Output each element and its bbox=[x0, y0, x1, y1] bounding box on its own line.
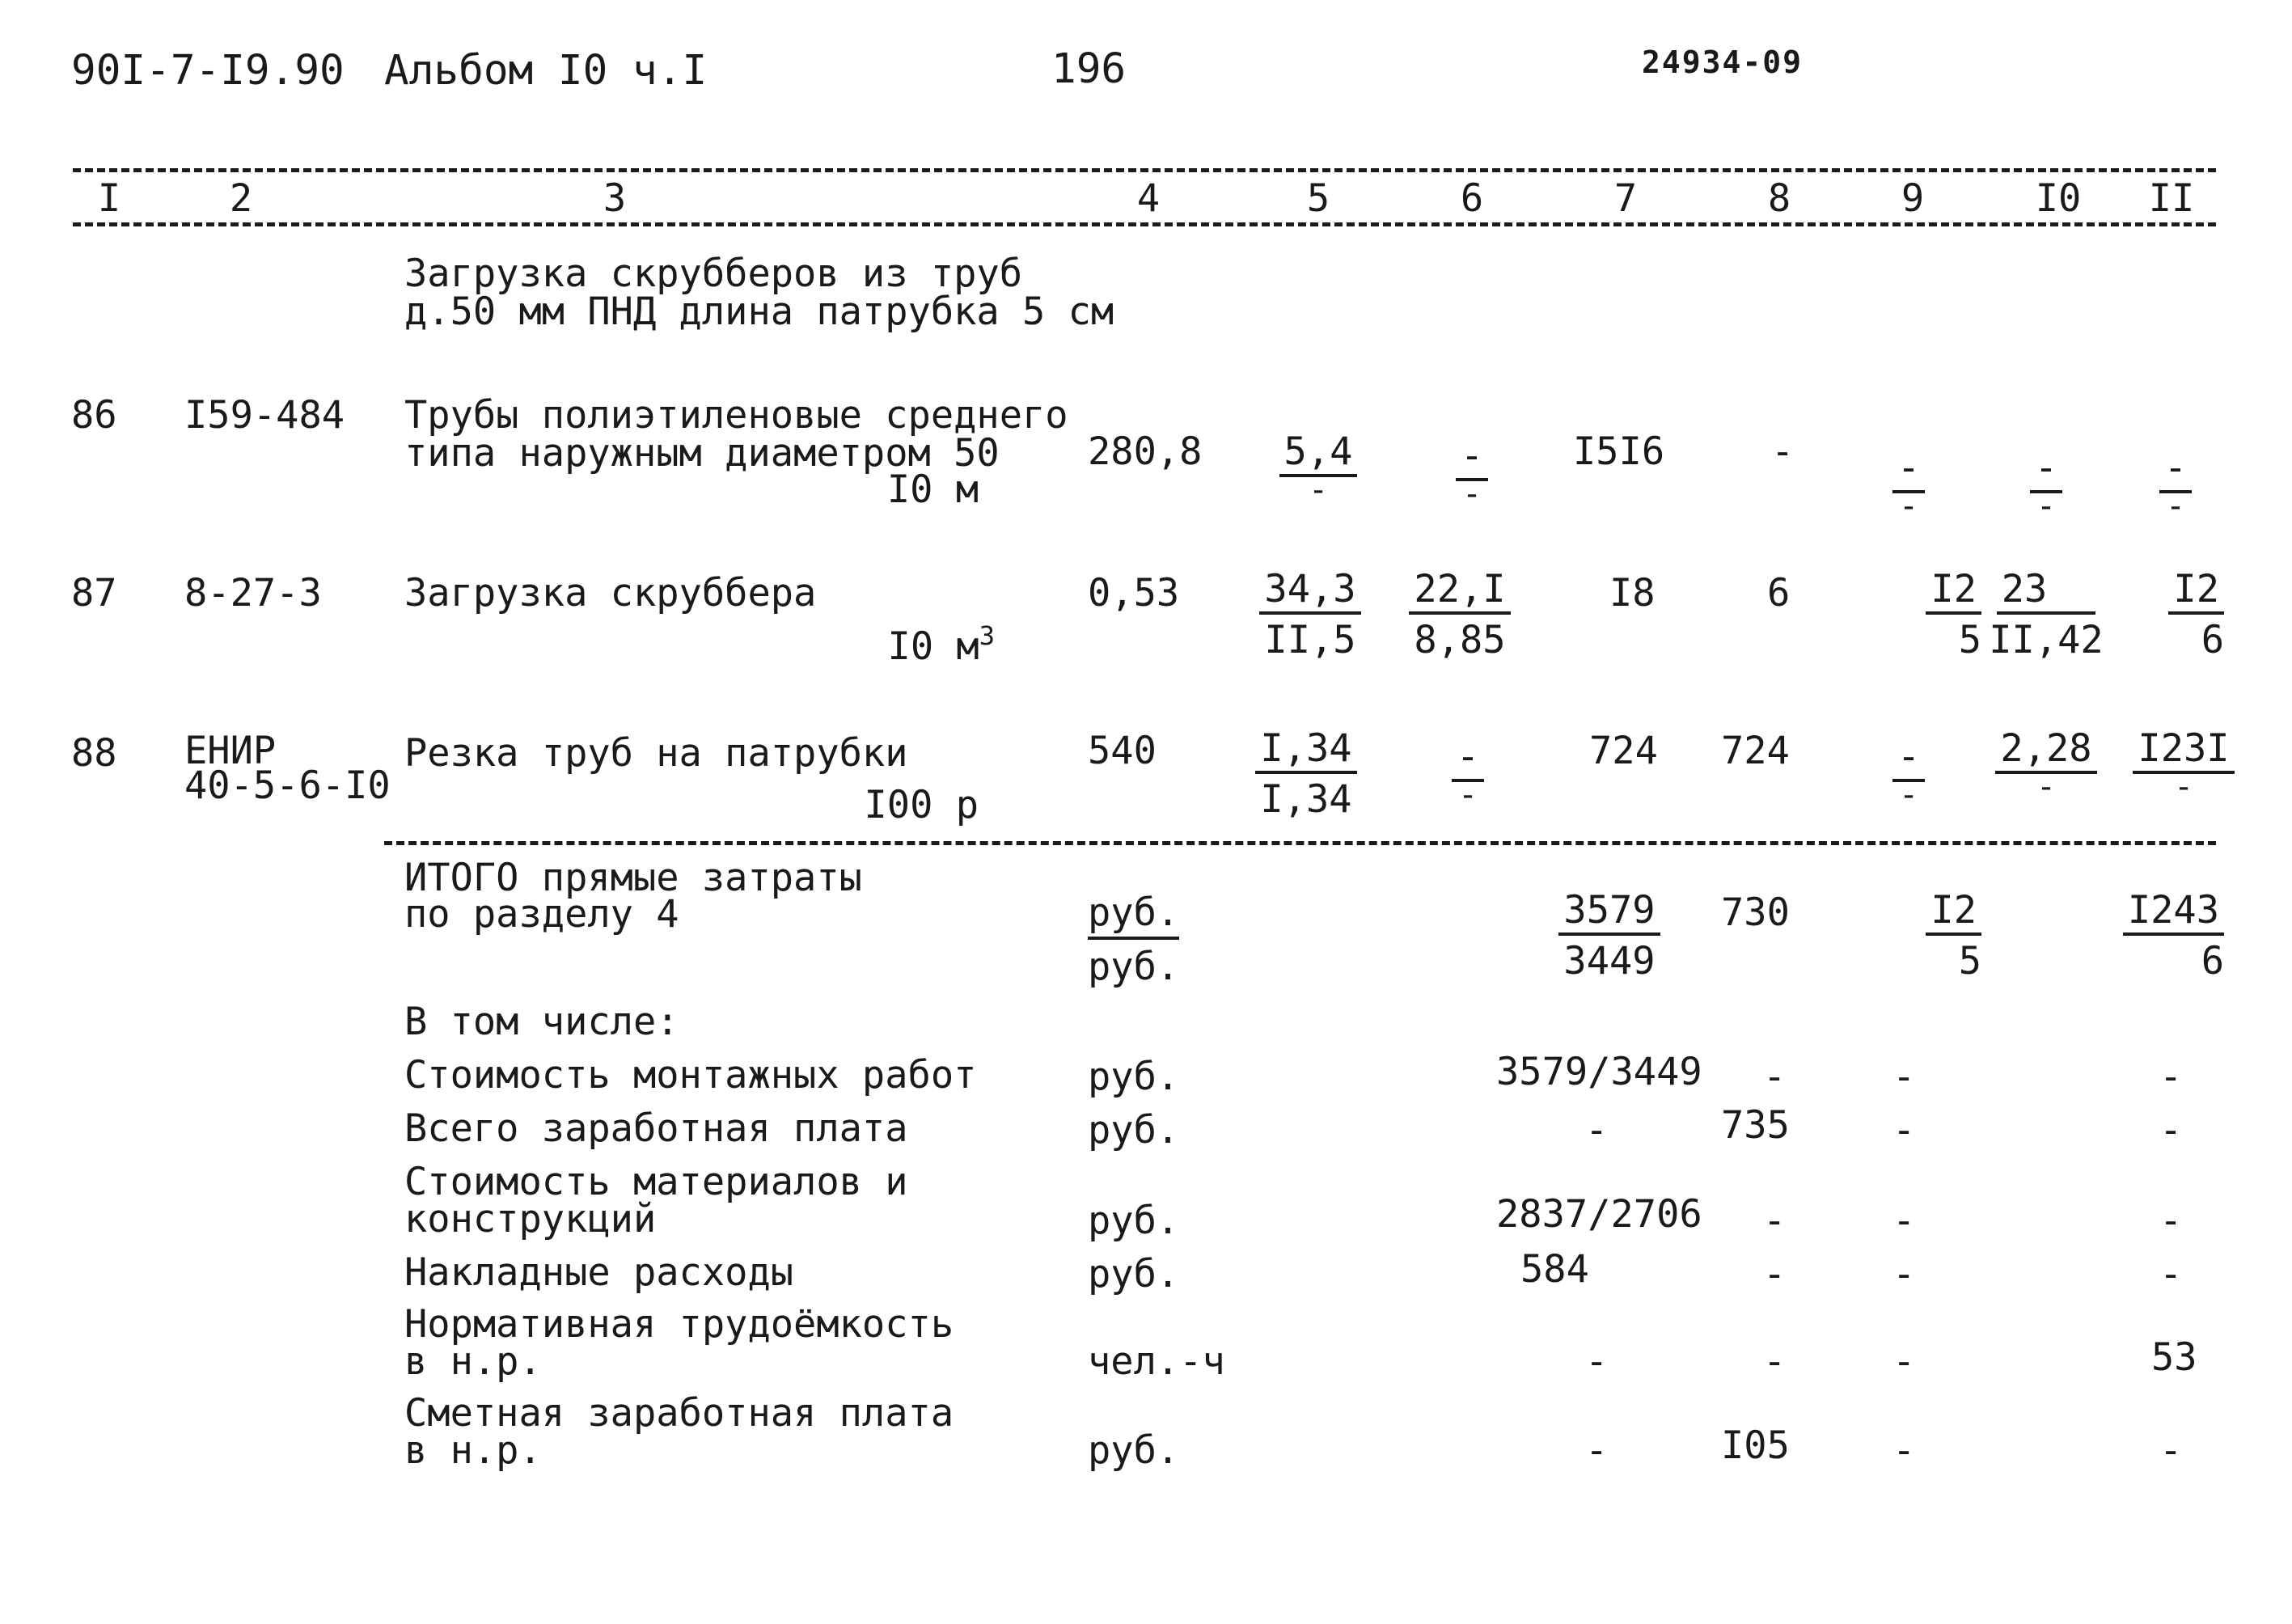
totals-col11-den: 6 bbox=[2201, 939, 2224, 983]
row-col5 bbox=[1233, 726, 1379, 822]
breakdown-col9: - bbox=[1892, 1055, 1916, 1099]
row-number: 86 bbox=[71, 393, 117, 438]
row-col11-num: - bbox=[2159, 449, 2192, 493]
row-col6 bbox=[1387, 567, 1533, 662]
row-col5-den: I,34 bbox=[1260, 777, 1352, 822]
row-col5-num: I,34 bbox=[1255, 730, 1356, 774]
row-col9-num: I2 bbox=[1926, 570, 1981, 615]
row-col8: 6 bbox=[1767, 571, 1791, 615]
breakdown-col9: - bbox=[1892, 1199, 1916, 1243]
row-col9-den: - bbox=[1898, 488, 1919, 525]
row-col9-den: 5 bbox=[1958, 618, 1981, 662]
row-col6 bbox=[1395, 734, 1541, 814]
totals-label-line2: по разделу 4 bbox=[404, 892, 679, 937]
breakdown-label-line1: Стоимость материалов и bbox=[404, 1160, 908, 1204]
document-code: 90I-7-I9.90 bbox=[71, 47, 345, 95]
breakdown-col9: - bbox=[1892, 1428, 1916, 1473]
totals-rule bbox=[384, 841, 2216, 845]
row-description-line1: Трубы полиэтиленовые среднего bbox=[404, 393, 1068, 438]
breakdown-unit: руб. bbox=[1088, 1055, 1180, 1099]
row-col10-den: - bbox=[2036, 488, 2057, 525]
breakdown-col8: - bbox=[1763, 1339, 1787, 1384]
row-col9 bbox=[1836, 734, 1981, 814]
section-title-line2: д.50 мм ПНД длина патрубка 5 см bbox=[404, 290, 1114, 334]
row-col10-den: II,42 bbox=[1989, 618, 2104, 662]
col-header-3: 3 bbox=[603, 176, 627, 221]
totals-col7-num: 3579 bbox=[1558, 891, 1660, 936]
totals-col9-den: 5 bbox=[1958, 939, 1981, 983]
row-code-line2: 40-5-6-I0 bbox=[184, 763, 391, 808]
breakdown-col8: - bbox=[1763, 1199, 1787, 1243]
totals-col7-den: 3449 bbox=[1563, 939, 1656, 983]
breakdown-label-line2: конструкций bbox=[404, 1197, 657, 1241]
row-col6-num: 22,I bbox=[1409, 570, 1510, 615]
row-unit-sup: 3 bbox=[979, 620, 995, 651]
row-unit: I00 р bbox=[864, 783, 979, 827]
section-title-line1: Загрузка скрубберов из труб bbox=[404, 252, 1023, 296]
row-col7: 724 bbox=[1589, 729, 1658, 773]
breakdown-col7: 3579/3449 bbox=[1496, 1050, 1702, 1094]
row-col10-num: - bbox=[2030, 449, 2062, 493]
album-label: Альбом I0 ч.I bbox=[384, 47, 708, 95]
row-col6-num: - bbox=[1452, 738, 1484, 782]
row-quantity: 280,8 bbox=[1088, 429, 1203, 474]
totals-col9-num: I2 bbox=[1926, 891, 1981, 936]
breakdown-label: Всего заработная плата bbox=[404, 1106, 908, 1151]
row-col5-den: - bbox=[1308, 472, 1329, 509]
row-description-line1: Резка труб на патрубки bbox=[404, 731, 908, 776]
totals-col11-num: I243 bbox=[2123, 891, 2224, 936]
breakdown-col11: - bbox=[2159, 1199, 2183, 1243]
row-col8: 724 bbox=[1721, 729, 1790, 773]
breakdown-label-line2: в н.р. bbox=[404, 1339, 542, 1384]
row-col6 bbox=[1399, 433, 1545, 513]
breakdown-unit: чел.-ч bbox=[1088, 1339, 1225, 1384]
row-col8: - bbox=[1771, 429, 1795, 474]
col-header-7: 7 bbox=[1613, 176, 1638, 221]
row-col10 bbox=[1973, 567, 2119, 662]
row-col6-num: - bbox=[1456, 437, 1488, 481]
page-number: 196 bbox=[1051, 45, 1127, 93]
inventory-stamp: 24934-09 bbox=[1642, 44, 1804, 80]
including-label: В том числе: bbox=[404, 1000, 679, 1044]
row-col10-den: - bbox=[2036, 768, 2057, 806]
breakdown-label-line2: в н.р. bbox=[404, 1428, 542, 1473]
breakdown-col7: - bbox=[1585, 1339, 1609, 1384]
breakdown-label: Накладные расходы bbox=[404, 1250, 794, 1295]
row-code-line1: ЕНИР bbox=[184, 729, 277, 773]
row-description-line1: Загрузка скруббера bbox=[404, 571, 817, 615]
breakdown-col11: - bbox=[2159, 1252, 2183, 1296]
header-top-rule bbox=[73, 168, 2216, 172]
row-col7: I5I6 bbox=[1573, 429, 1665, 474]
row-col11-num: I2 bbox=[2168, 570, 2224, 615]
row-col11-den: - bbox=[2173, 768, 2194, 806]
row-col6-den: - bbox=[1461, 476, 1482, 513]
breakdown-label: Стоимость монтажных работ bbox=[404, 1053, 977, 1097]
row-number: 87 bbox=[71, 571, 117, 615]
totals-col11 bbox=[2103, 888, 2224, 983]
row-quantity: 0,53 bbox=[1088, 571, 1180, 615]
breakdown-col9: - bbox=[1892, 1252, 1916, 1296]
row-col5-num: 5,4 bbox=[1279, 433, 1358, 477]
row-col10-num: 2,28 bbox=[1995, 730, 2096, 774]
col-header-1: I bbox=[97, 176, 121, 221]
breakdown-label-line1: Сметная заработная плата bbox=[404, 1391, 954, 1436]
col-header-11: II bbox=[2148, 176, 2195, 221]
row-col11 bbox=[2135, 567, 2224, 662]
breakdown-label-line1: Нормативная трудоёмкость bbox=[404, 1302, 954, 1347]
row-col5-den: II,5 bbox=[1264, 618, 1356, 662]
row-col10 bbox=[1973, 446, 2119, 525]
totals-col8: 730 bbox=[1721, 890, 1790, 935]
row-col5-num: 34,3 bbox=[1259, 570, 1360, 615]
totals-col7 bbox=[1537, 888, 1682, 983]
row-unit-text: I0 м bbox=[887, 624, 979, 669]
col-header-10: I0 bbox=[2035, 176, 2082, 221]
totals-unit-1: руб. bbox=[1088, 890, 1179, 940]
breakdown-unit: руб. bbox=[1088, 1252, 1180, 1296]
row-quantity: 540 bbox=[1088, 729, 1157, 773]
row-description-line2: типа наружным диаметром 50 bbox=[404, 431, 1000, 476]
col-header-5: 5 bbox=[1306, 176, 1330, 221]
col-header-9: 9 bbox=[1901, 176, 1925, 221]
row-col7: I8 bbox=[1609, 571, 1656, 615]
row-col9 bbox=[1860, 567, 1981, 662]
breakdown-col7: - bbox=[1585, 1428, 1609, 1473]
breakdown-col7: - bbox=[1585, 1108, 1609, 1152]
row-code: I59-484 bbox=[184, 393, 345, 438]
row-code: 8-27-3 bbox=[184, 571, 322, 615]
row-col9-num: - bbox=[1892, 738, 1925, 782]
row-col10 bbox=[1973, 726, 2119, 806]
col-header-2: 2 bbox=[229, 176, 253, 221]
breakdown-col8: - bbox=[1763, 1252, 1787, 1296]
totals-label-line1: ИТОГО прямые затраты bbox=[404, 856, 862, 900]
header-bottom-rule bbox=[73, 222, 2216, 226]
totals-col9 bbox=[1860, 888, 1981, 983]
row-col5 bbox=[1245, 429, 1391, 509]
row-col10-num: 23 bbox=[1997, 570, 2096, 615]
row-col11-den: 6 bbox=[2201, 618, 2224, 662]
col-header-4: 4 bbox=[1136, 176, 1161, 221]
row-col11-den: - bbox=[2165, 488, 2186, 525]
breakdown-unit: руб. bbox=[1088, 1199, 1180, 1243]
row-col11 bbox=[2119, 726, 2248, 806]
row-col11-num: I23I bbox=[2133, 730, 2234, 774]
row-col6-den: - bbox=[1457, 776, 1478, 814]
row-col9-num: - bbox=[1892, 449, 1925, 493]
row-col9-den: - bbox=[1898, 776, 1919, 814]
row-unit: I0 м bbox=[886, 467, 979, 512]
row-number: 88 bbox=[71, 731, 117, 776]
breakdown-unit: руб. bbox=[1088, 1108, 1180, 1152]
col-header-8: 8 bbox=[1767, 176, 1791, 221]
breakdown-col9: - bbox=[1892, 1339, 1916, 1384]
breakdown-unit: руб. bbox=[1088, 1428, 1180, 1473]
row-col6-den: 8,85 bbox=[1414, 618, 1506, 662]
breakdown-col11: - bbox=[2159, 1428, 2183, 1473]
breakdown-col7: 584 bbox=[1520, 1247, 1589, 1292]
row-col9 bbox=[1836, 446, 1981, 525]
breakdown-col9: - bbox=[1892, 1108, 1916, 1152]
breakdown-col7: 2837/2706 bbox=[1496, 1192, 1702, 1237]
row-unit bbox=[728, 620, 995, 669]
breakdown-col8: I05 bbox=[1721, 1423, 1790, 1468]
breakdown-col11: - bbox=[2159, 1055, 2183, 1099]
totals-unit-line1 bbox=[1088, 890, 1180, 935]
breakdown-col8: - bbox=[1763, 1055, 1787, 1099]
row-col11 bbox=[2103, 446, 2248, 525]
totals-unit-line2: руб. bbox=[1088, 945, 1180, 989]
breakdown-col11: - bbox=[2159, 1108, 2183, 1152]
col-header-6: 6 bbox=[1460, 176, 1484, 221]
breakdown-col11: 53 bbox=[2151, 1335, 2197, 1380]
breakdown-col8: 735 bbox=[1721, 1103, 1790, 1148]
row-col5 bbox=[1237, 567, 1383, 662]
